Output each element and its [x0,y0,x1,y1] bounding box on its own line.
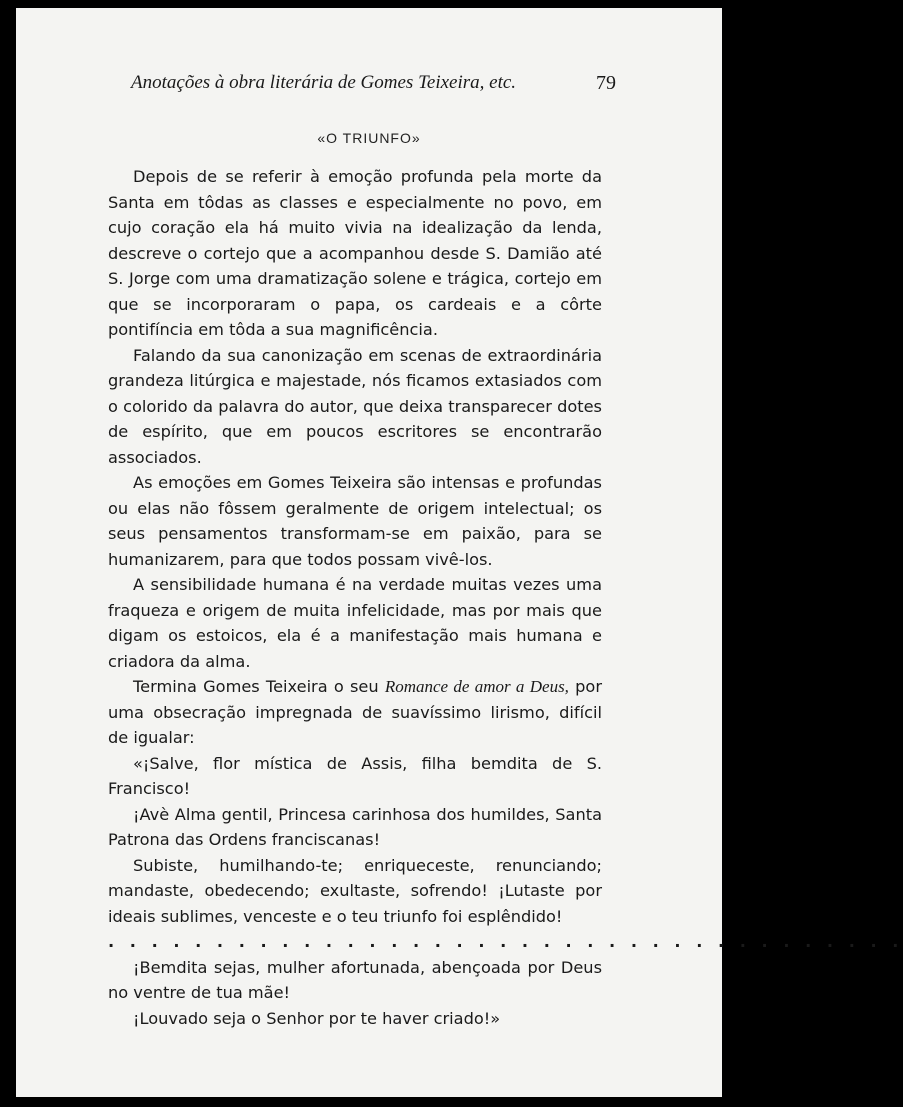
book-page [16,8,903,1097]
page-number: 79 [596,72,616,94]
intro-paragraph [108,674,602,751]
quote-line: ¡Avè Alma gentil, Princesa carinhosa dos humildes, Santa Patrona das Ordens franciscanas! [108,804,602,849]
intro-before: Termina Gomes Teixeira o seu [133,677,385,696]
quote-line: «¡Salve, flor mística de Assis, filha bemdita de S. Francisco! [108,753,602,798]
section-title: «O TRIUNFO» [317,130,421,146]
body-text [108,164,903,1031]
book-title: Romance de amor a Deus, [384,677,569,696]
running-header [131,72,616,94]
paragraph: Falando da sua canonização em scenas de extraordinária grandeza litúrgica e majestade, nós ficamos extasiados com o colorido da palavra do autor, que deixa transparecer dotes de espírito, que em poucos escritores se encontrarão associados. [108,345,602,467]
quote-line: ¡Louvado seja o Senhor por te haver criado!» [133,1008,501,1028]
paragraph: As emoções em Gomes Teixeira são intensas e profundas ou elas não fôssem geralmente de origem intelectual; os seus pensamentos transformam-se em paixão, para se humanizarem, para que todos possam vivê-los. [108,473,602,569]
intro-after: por uma obsecração impregnada de suavíssimo lirismo, difícil de igualar: [108,677,602,747]
paragraph: Depois de se referir à emoção profunda pela morte da Santa em tôdas as classes e especialmente no povo, em cujo coração ela há muito vivia na idealização da lenda, descreve o cortejo que a acompanhou desde S. Damião até S. Jorge com uma dramatização solene e trágica, cortejo em que se incorporaram o papa, os cardeais e a côrte pontifíncia em tôda a sua magnificência. [108,167,602,339]
paragraph: A sensibilidade humana é na verdade muitas vezes uma fraqueza e origem de muita infelicidade, mas por mais que digam os estoicos, ela é a manifestação mais humana e criadora da alma. [108,575,602,671]
running-title: Anotações à obra literária de Gomes Teixeira, etc. [131,72,517,93]
quote-line: ¡Bemdita sejas, mulher afortunada, abençoada por Deus no ventre de tua mãe! [108,957,602,1002]
quote-line: Subiste, humilhando-te; enriqueceste, renunciando; mandaste, obedecendo; exultaste, sofrendo! ¡Lutaste por ideais sublimes, venceste e o teu triunfo foi esplêndido! [108,855,602,926]
ellipsis-row: . . . . . . . . . . . . . . . . . . . . . . . . . . . . . . . . . . . . . [108,932,903,951]
